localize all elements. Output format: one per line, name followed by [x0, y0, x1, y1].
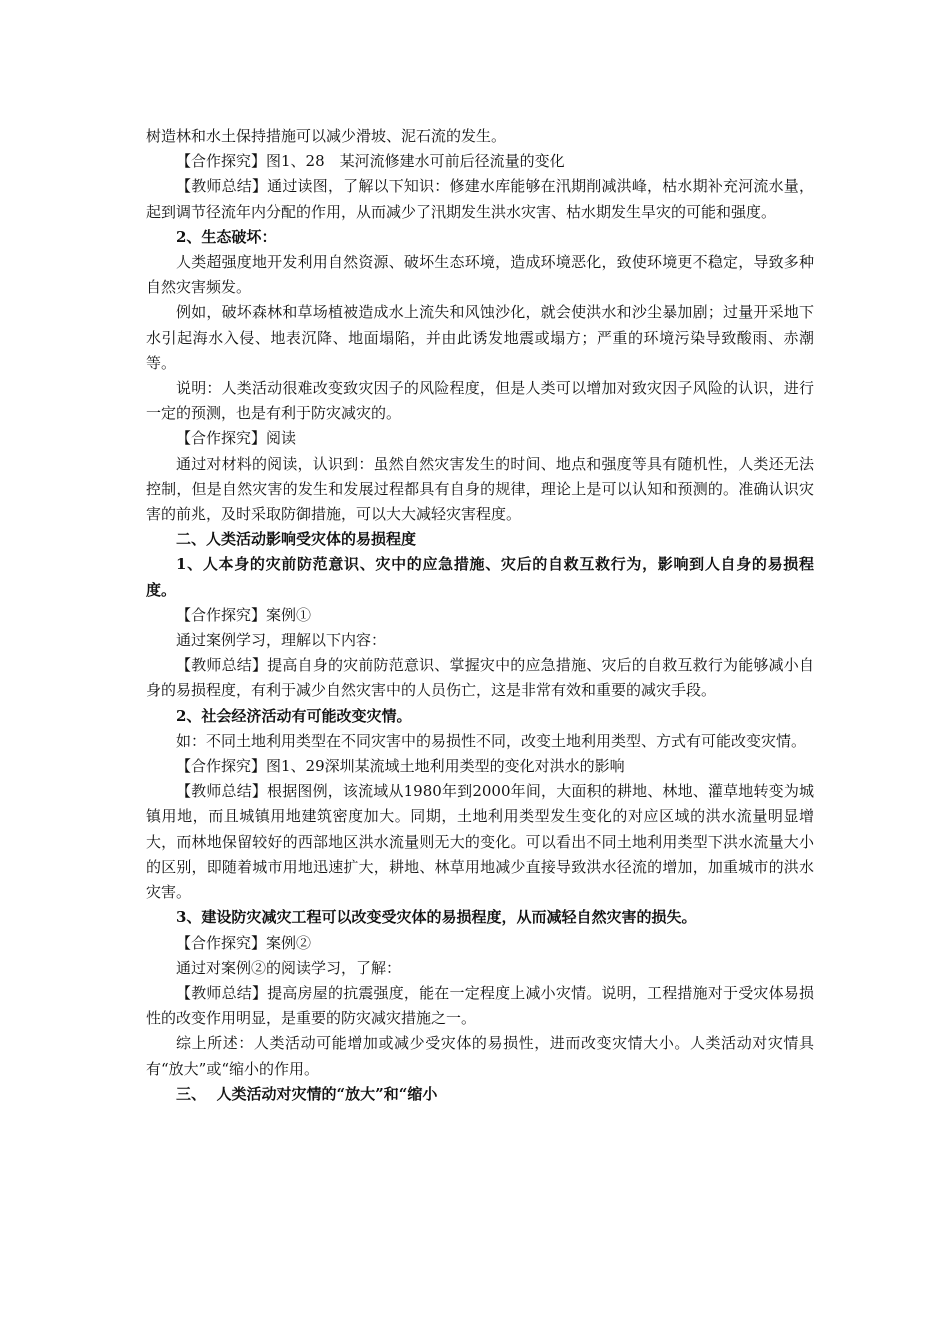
heading-personal-awareness: 1、人本身的灾前防范意识、灾中的应急措施、灾后的自救互救行为，影响到人自身的易损程度。	[146, 555, 814, 599]
paragraph-teacher-summary-shenzhen: 【教师总结】根据图例，该流域从1980年到2000年间，大面积的耕地、林地、灌草地转变为城镇用地，而且城镇用地建筑密度加大。同期，土地利用类型发生变化的对应区域的洪水流量明显增大，而林地保留较好的西部地区洪水流量则无大的变化。可以看出不同土地利用类型下洪水流量大小的区别，即随着城市用地迅速扩大，耕地、林草用地减少直接导致洪水径流的增加，加重城市的洪水灾害。	[146, 782, 814, 902]
paragraph-cooperative-inquiry-fig-1-28: 【合作探究】图1、28 某河流修建水可前后径流量的变化	[176, 152, 565, 171]
heading-section-2: 二、人类活动影响受灾体的易损程度	[176, 530, 417, 549]
paragraph-land-use: 如：不同土地利用类型在不同灾害中的易损性不同，改变土地利用类型、方式有可能改变灾情。	[176, 731, 807, 750]
paragraph-cooperative-inquiry-case-2: 【合作探究】案例②	[176, 933, 312, 952]
paragraph-teacher-summary-housing: 【教师总结】提高房屋的抗震强度，能在一定程度上减小灾情。说明，工程措施对于受灾体易损性的改变作用明显，是重要的防灾减灾措施之一。	[146, 983, 814, 1028]
document-page	[146, 124, 814, 1107]
paragraph-over-exploitation: 人类超强度地开发利用自然资源、破坏生态环境，造成环境恶化，致使环境更不稳定，导致多种自然灾害频发。	[146, 253, 814, 297]
paragraph-teacher-summary-awareness: 【教师总结】提高自身的灾前防范意识、掌握灾中的应急措施、灾后的自救互救行为能够减小自身的易损程度，有利于减少自然灾害中的人员伤亡，这是非常有效和重要的减灾手段。	[146, 656, 814, 700]
paragraph-cooperative-inquiry-case-1: 【合作探究】案例①	[176, 605, 312, 624]
paragraph-cooperative-inquiry-fig-1-29: 【合作探究】图1、29深圳某流域土地利用类型的变化对洪水的影响	[176, 757, 625, 776]
paragraph-examples: 例如，破坏森林和草场植被造成水上流失和风蚀沙化，就会使洪水和沙尘暴加剧；过量开采地下水引起海水入侵、地表沉降、地面塌陷，并由此诱发地震或塌方；严重的环境污染导致酸雨、赤潮等。	[146, 303, 814, 372]
heading-section-3: 三、 人类活动对灾情的“放大”和“缩小	[176, 1084, 438, 1103]
heading-ecological-damage: 2、生态破坏：	[176, 227, 277, 246]
paragraph-explanation: 说明：人类活动很难改变致灾因子的风险程度，但是人类可以增加对致灾因子风险的认识，进行一定的预测，也是有利于防灾减灾的。	[146, 379, 814, 423]
paragraph-summary: 综上所述：人类活动可能增加或减少受灾体的易损性，进而改变灾情大小。人类活动对灾情具有“放大”或“缩小的作用。	[146, 1034, 814, 1078]
paragraph-case-2-reading: 通过对案例②的阅读学习，了解：	[176, 958, 402, 977]
paragraph-cooperative-inquiry-reading: 【合作探究】阅读	[176, 429, 297, 448]
paragraph-case-learning: 通过案例学习，理解以下内容：	[176, 631, 387, 650]
paragraph-reading-conclusion: 通过对材料的阅读，认识到：虽然自然灾害发生的时间、地点和强度等具有随机性，人类还无法控制，但是自然灾害的发生和发展过程都具有自身的规律，理论上是可以认知和预测的。准确认识灾害的前兆，及时采取防御措施，可以大大减轻灾害程度。	[146, 454, 814, 524]
heading-engineering-measures: 3、建设防灾减灾工程可以改变受灾体的易损程度，从而减轻自然灾害的损失。	[176, 908, 697, 927]
heading-socioeconomic-activity: 2、社会经济活动有可能改变灾情。	[176, 706, 412, 725]
paragraph-teacher-summary-reservoir: 【教师总结】通过读图，了解以下知识：修建水库能够在汛期削减洪峰，枯水期补充河流水量，起到调节径流年内分配的作用，从而减少了汛期发生洪水灾害、枯水期发生旱灾的可能和强度。	[146, 177, 814, 221]
paragraph-intro-continuation: 树造林和水土保持措施可以减少滑坡、泥石流的发生。	[146, 127, 507, 145]
